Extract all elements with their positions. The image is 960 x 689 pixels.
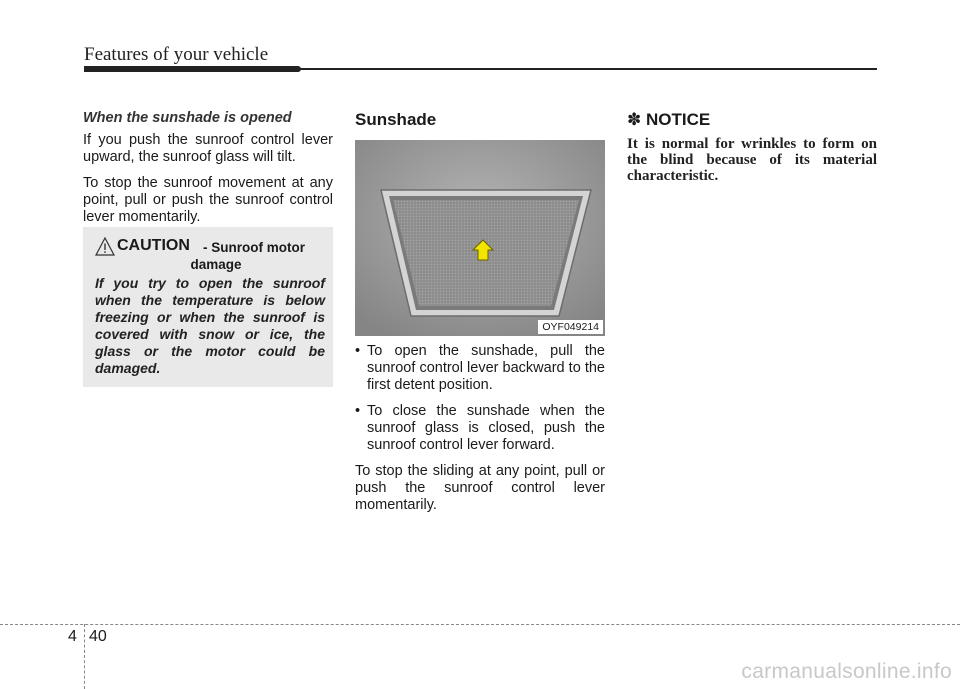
caution-text: If you try to open the sunroof when the temperature is below freezing or when the sunroof is covered with snow or ice, the glass or the motor could be damaged. <box>95 275 325 376</box>
paragraph-stop: To stop the sunroof movement at any point, pull or push the sunroof control lever momentarily. <box>83 175 333 225</box>
caution-word: CAUTION <box>117 237 190 254</box>
header-title: Features of your vehicle <box>84 44 269 65</box>
middle-column-text <box>355 343 605 523</box>
section-title: Sunshade <box>355 110 437 129</box>
list-item: • To close the sunshade when the sunroof glass is closed, push the sunroof control lever forward. <box>355 403 605 454</box>
subheading: When the sunshade is opened <box>83 110 292 126</box>
footer-divider <box>84 624 85 689</box>
caution-subtitle-line2: damage <box>190 257 242 272</box>
bullet-list <box>355 343 605 454</box>
footer-rule <box>0 624 960 625</box>
list-item: • To open the sunshade, pull the sunroof control lever backward to the first detent position. <box>355 343 605 394</box>
paragraph-tilt: If you push the sunroof control lever upward, the sunroof glass will tilt. <box>83 132 333 165</box>
notice-title: ✽ NOTICE <box>627 110 711 129</box>
notice-text: It is normal for wrinkles to form on the blind because of its material characteristic. <box>627 136 877 184</box>
figure-code: OYF049214 <box>538 320 603 334</box>
caution-subtitle-line1: - Sunroof motor <box>203 240 305 255</box>
caution-box <box>83 227 333 387</box>
left-column <box>83 110 333 235</box>
right-column <box>627 110 877 184</box>
sunroof-illustration <box>355 140 605 336</box>
page-number: 40 <box>89 628 107 645</box>
warning-triangle-icon <box>95 237 115 257</box>
paragraph-sliding: To stop the sliding at any point, pull or push the sunroof control lever momentarily. <box>355 463 605 513</box>
header-bar <box>84 66 301 72</box>
middle-column <box>355 110 605 138</box>
watermark: carmanualsonline.info <box>741 660 952 683</box>
sunshade-figure <box>355 140 605 336</box>
chapter-number: 4 <box>68 628 77 645</box>
